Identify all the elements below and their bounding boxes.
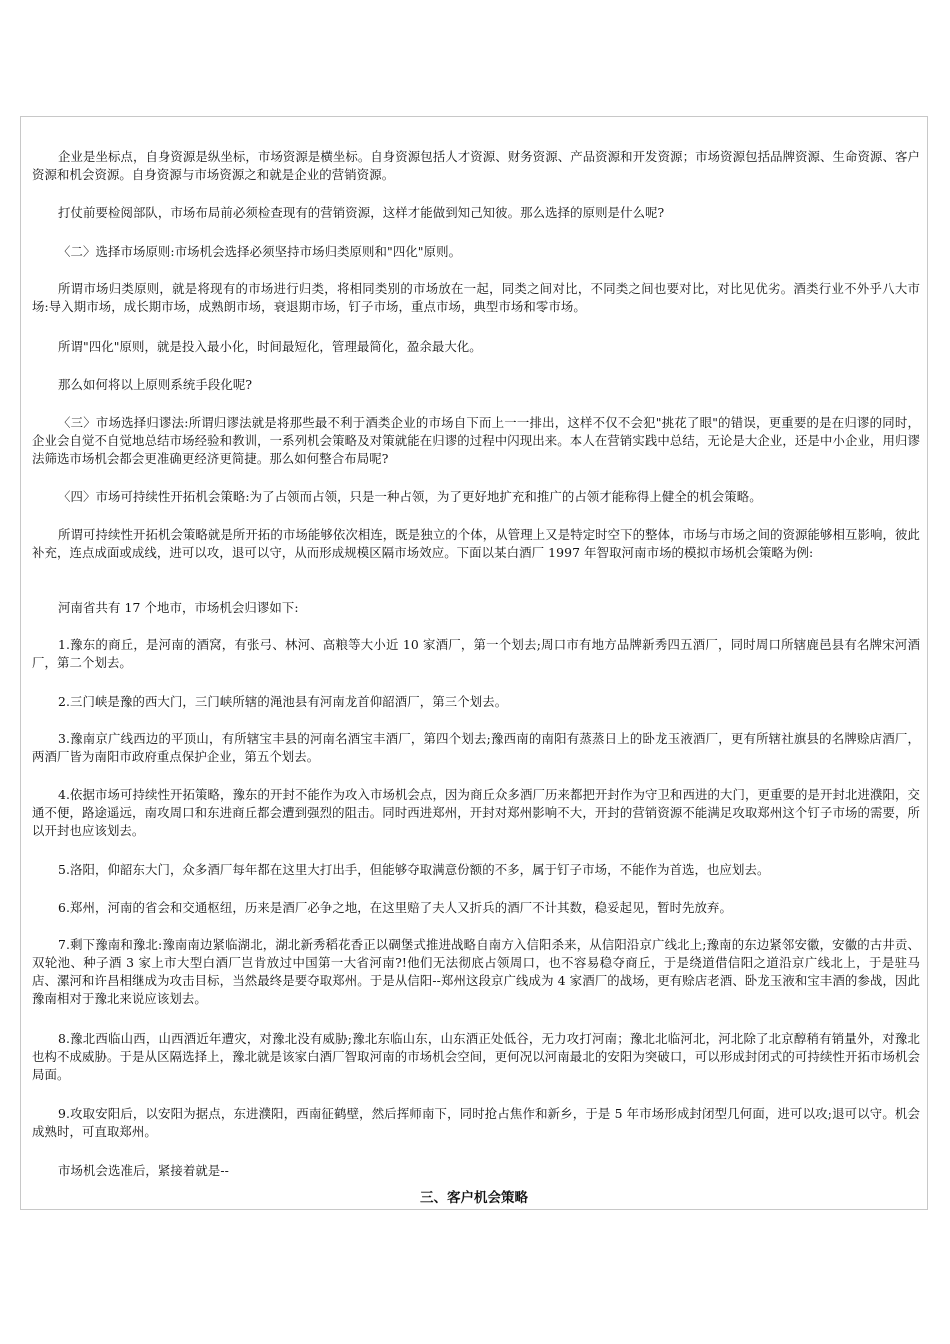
list-item: 8.豫北西临山西，山西酒近年遭灾，对豫北没有威胁;豫北东临山东，山东酒正处低谷，无力攻打河南；豫北北临河北，河北除了北京醇稍有销量外，对豫北也构不成威胁。于是从区隔选择上，豫北就是该家白酒厂智取河南的市场机会空间，更何况以河南最北的安阳为突破口，可以形成封闭式的可持续性开拓市场机会局面。	[32, 1031, 920, 1082]
list-item: 1.豫东的商丘，是河南的酒窝，有张弓、林河、高粮等大小近 10 家酒厂，第一个划去;周口市有地方品牌新秀四五酒厂，同时周口所辖鹿邑县有名牌宋河酒厂，第二个划去。	[32, 637, 920, 670]
paragraph: 那么如何将以上原则系统手段化呢?	[58, 377, 253, 392]
paragraph: 所谓可持续性开拓机会策略就是所开拓的市场能够依次相连，既是独立的个体，从管理上又是特定时空下的整体，市场与市场之间的资源能够相互影响，彼此补充，连点成面或成线，进可以攻，退可以守，从而形成规模区隔市场效应。下面以某白酒厂 1997 年智取河南市场的模拟市场机会策略为例:	[32, 527, 920, 560]
paragraph: 所谓市场归类原则，就是将现有的市场进行归类，将相同类别的市场放在一起，同类之间对比，不同类之间也要对比，对比见优劣。酒类行业不外乎八大市场:导入期市场，成长期市场，成熟朗市场，衰退期市场，钉子市场，重点市场，典型市场和零市场。	[32, 281, 920, 314]
paragraph: 所谓"四化"原则，就是投入最小化，时间最短化，管理最简化，盈余最大化。	[58, 339, 482, 354]
paragraph: 河南省共有 17 个地市，市场机会归谬如下:	[58, 600, 299, 615]
list-item: 3.豫南京广线西边的平顶山，有所辖宝丰县的河南名酒宝丰酒厂，第四个划去;豫西南的南阳有蒸蒸日上的卧龙玉液酒厂，更有所辖社旗县的名牌赊店酒厂，两酒厂皆为南阳市政府重点保护企业，第五个划去。	[32, 731, 920, 764]
paragraph: 〈四〉市场可持续性开拓机会策略:为了占领而占领，只是一种占领，为了更好地扩充和推广的占领才能称得上健全的机会策略。	[58, 489, 762, 504]
paragraph: 市场机会选准后，紧接着就是--	[58, 1163, 229, 1178]
paragraph: 〈二〉选择市场原则:市场机会选择必须坚持市场归类原则和"四化"原则。	[58, 244, 462, 259]
list-item: 5.洛阳，仰韶东大门，众多酒厂每年都在这里大打出手，但能够夺取满意份额的不多，属于钉子市场，不能作为首选，也应划去。	[58, 862, 770, 877]
list-item: 7.剩下豫南和豫北:豫南南边紧临湖北，湖北新秀稻花香正以碉堡式推进战略自南方入信阳杀来，从信阳沿京广线北上;豫南的东边紧邻安徽，安徽的古井贡、双轮池、种子酒 3 家上市大型白酒厂岂肯放过中国第一大省河南?!他们无法彻底占领周口，也不容易稳夺商丘，于是绕道借信阳之道沿京广线北上，于是驻马店、漯河和许昌相继成为攻击目标，当然最终是要夺取郑州。于是从信阳--郑州这段京广线成为 4 家酒厂的战场，更有赊店老酒、卧龙玉液和宝丰酒的参战，因此豫南相对于豫北来说应该划去。	[32, 937, 920, 1006]
section-heading: 三、客户机会策略	[420, 1190, 528, 1206]
list-item: 2.三门峡是豫的西大门，三门峡所辖的渑池县有河南龙首仰韶酒厂，第三个划去。	[58, 694, 508, 709]
list-item: 9.攻取安阳后，以安阳为据点，东进濮阳，西南征鹤壁，然后挥师南下，同时抢占焦作和新乡，于是 5 年市场形成封闭型几何面，进可以攻;退可以守。机会成熟时，可直取郑州。	[32, 1106, 920, 1139]
paragraph: 〈三〉市场选择归谬法:所谓归谬法就是将那些最不利于酒类企业的市场自下而上一一排出，这样不仅不会犯"挑花了眼"的错误，更重要的是在归谬的同时，企业会自觉不自觉地总结市场经验和教训，一系列机会策略及对策就能在归谬的过程中闪现出来。本人在营销实践中总结，无论是大企业，还是中小企业，用归谬法筛选市场机会都会更准确更经济更简捷。那么如何整合布局呢?	[32, 415, 920, 466]
paragraph: 打仗前要检阅部队，市场布局前必须检查现有的营销资源，这样才能做到知己知彼。那么选择的原则是什么呢?	[58, 205, 665, 220]
list-item: 4.依据市场可持续性开拓策略，豫东的开封不能作为攻入市场机会点，因为商丘众多酒厂历来都把开封作为守卫和西进的大门，更重要的是开封北进濮阳，交通不便，路途遥远，南攻周口和东进商丘都会遭到强烈的阻击。同时西进郑州，开封对郑州影响不大，开封的营销资源不能满足攻取郑州这个钉子市场的需要，所以开封也应该划去。	[32, 787, 920, 838]
list-item: 6.郑州，河南的省会和交通枢纽，历来是酒厂必争之地，在这里赔了夫人又折兵的酒厂不计其数，稳妥起见，暂时先放弃。	[58, 900, 733, 915]
paragraph: 企业是坐标点，自身资源是纵坐标，市场资源是横坐标。自身资源包括人才资源、财务资源、产品资源和开发资源；市场资源包括品牌资源、生命资源、客户资源和机会资源。自身资源与市场资源之和就是企业的营销资源。	[32, 149, 920, 182]
